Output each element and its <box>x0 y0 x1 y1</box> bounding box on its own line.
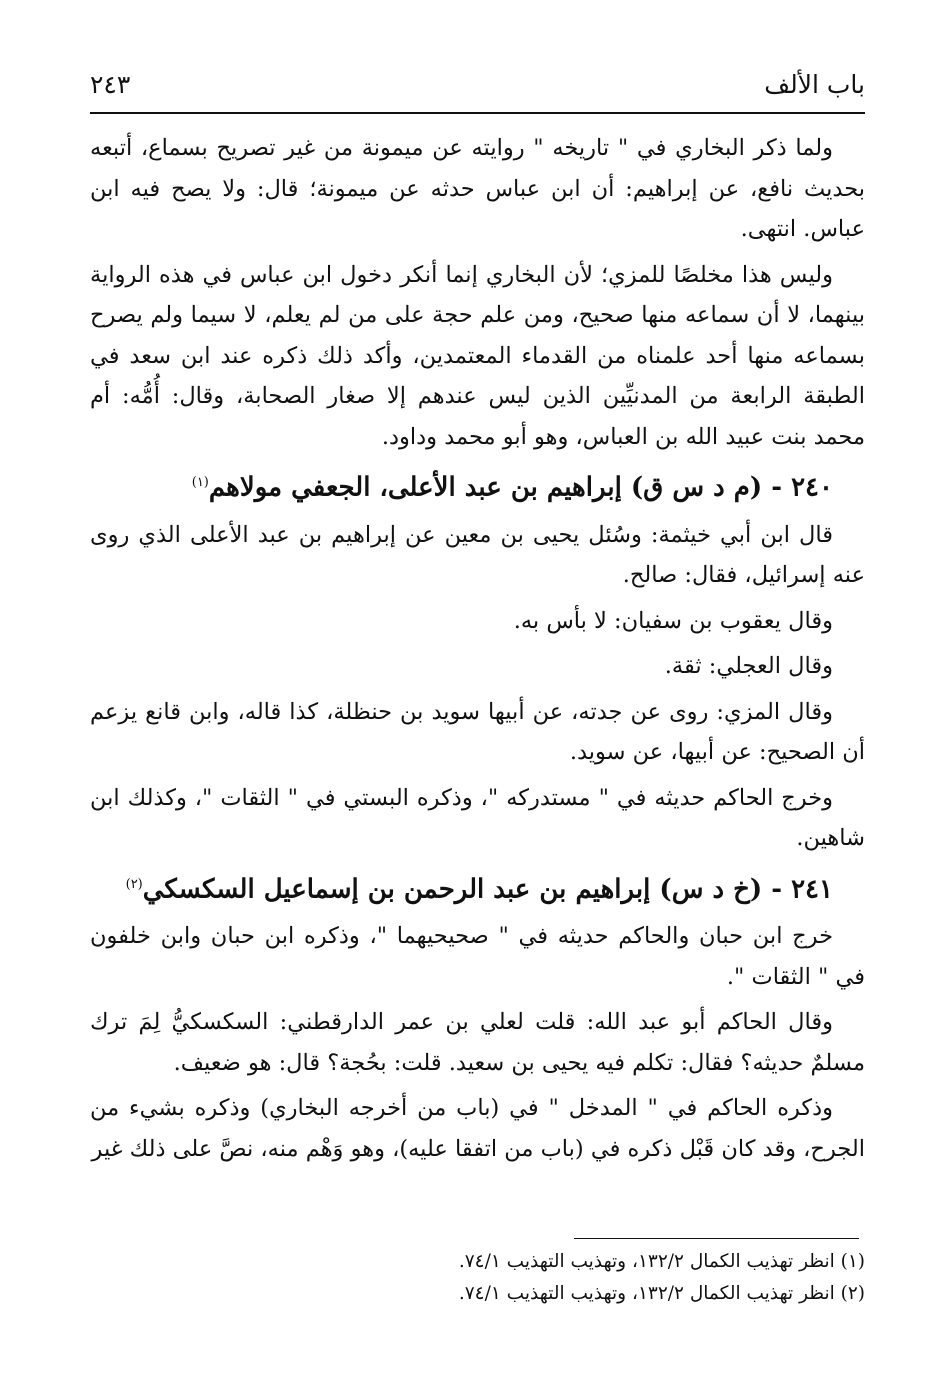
paragraph: وخرج الحاكم حديثه في " مستدركه "، وذكره البستي في " الثقات "، وكذلك ابن شاهين. <box>90 784 865 852</box>
running-title: باب الألف <box>764 70 865 99</box>
paragraph: قال ابن أبي خيثمة: وسُئل يحيى بن معين عن إبراهيم بن عبد الأعلى الذي روى عنه إسرائيل، فقال: صالح. <box>90 521 865 589</box>
paragraph: وذكره الحاكم في " المدخل " في (باب من أخرجه البخاري) وذكره بشيء من الجرح، وقد كان قَبْل ذكره في (باب من اتفقا عليه)، وهو وَهْم منه، نصَّ على ذلك غير <box>90 1095 865 1162</box>
entry-heading-text: ٢٤٠ - (م د س ق) إبراهيم بن عبد الأعلى، الجعفي مولاهم <box>208 472 833 503</box>
paragraph: وليس هذا مخلصًا للمزي؛ لأن البخاري إنما أنكر دخول ابن عباس في هذه الرواية بينهما، لا أن سماعه منها صحيح، ومن علم حجة على من لم يعلم، لا سيما ولم يصرح بسماعه منها أحد علمناه من القدماء المعتمدين، وأكد ذلك ذكره عند ابن سعد في الطبقة الرابعة من المدنيِّين الذين ليس عندهم إلا صغار الصحابة، وقال: أُمُّه: أم محمد بنت عبيد الله بن العباس، وهو أبو محمد وداود. <box>90 261 865 450</box>
paragraph: ولما ذكر البخاري في " تاريخه " روايته عن ميمونة من غير تصريح بسماع، أتبعه بحديث نافع، عن إبراهيم: أن ابن عباس حدثه عن ميمونة؛ قال: ولا يصح فيه ابن عباس. انتهى. <box>90 135 865 242</box>
paragraph: خرج ابن حبان والحاكم حديثه في " صحيحيهما "، وذكره ابن حبان وابن خلفون في " الثقات ". <box>90 923 865 990</box>
paragraph: وقال العجلي: ثقة. <box>664 653 833 680</box>
entry-heading-text: ٢٤١ - (خ د س) إبراهيم بن عبد الرحمن بن إسماعيل السكسكي <box>142 874 833 905</box>
entry-heading-241 <box>90 864 865 911</box>
paragraph: وقال يعقوب بن سفيان: لا بأس به. <box>513 607 833 634</box>
footnotes <box>90 1246 865 1310</box>
footnote-ref: (٢) <box>125 876 143 892</box>
footnote-item: (١) انظر تهذيب الكمال ١٣٢/٢، وتهذيب التهذيب ٧٤/١. <box>458 1251 865 1272</box>
footnote-divider <box>574 1238 859 1239</box>
paragraph: وقال الحاكم أبو عبد الله: قلت لعلي بن عمر الدارقطني: السكسكيُّ لِمَ ترك مسلمٌ حديثه؟ فقال: تكلم فيه يحيى بن سعيد. قلت: بحُجة؟ قال: هو ضعيف. <box>90 1009 865 1076</box>
entry-heading-240 <box>90 462 865 509</box>
page-header <box>90 62 865 114</box>
body-text <box>90 128 865 1174</box>
paragraph: وقال المزي: روى عن جدته، عن أبيها سويد بن حنظلة، كذا قاله، وابن قانع يزعم أن الصحيح: عن أبيها، عن سويد. <box>90 698 865 766</box>
page-number: ٢٤٣ <box>90 70 131 99</box>
footnote-ref: (١) <box>191 475 209 490</box>
footnote-item: (٢) انظر تهذيب الكمال ١٣٢/٢، وتهذيب التهذيب ٧٤/١. <box>458 1283 865 1304</box>
